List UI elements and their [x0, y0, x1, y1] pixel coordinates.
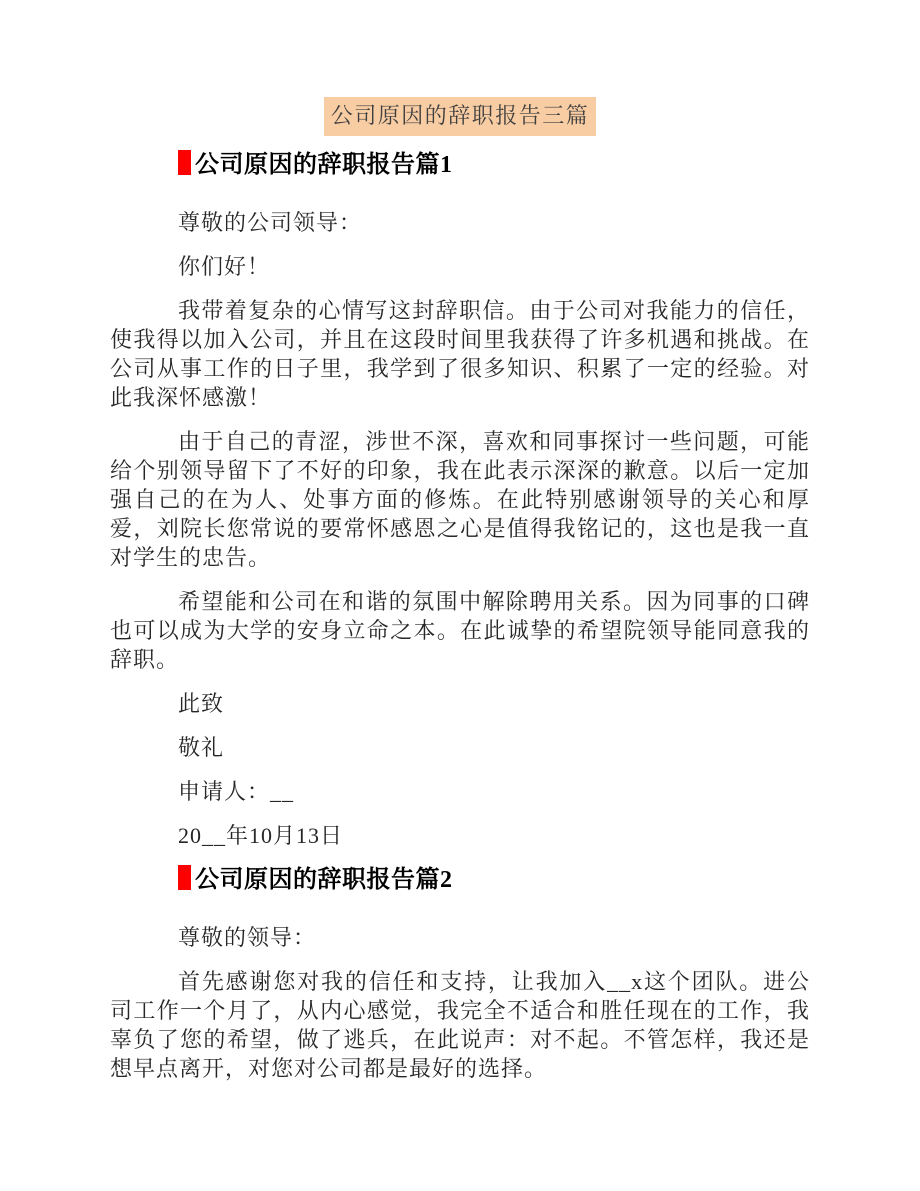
- section-2-heading-text: 公司原因的辞职报告篇2: [195, 867, 453, 893]
- paragraph-body-2: 由于自己的青涩，涉世不深，喜欢和同事探讨一些问题，可能给个别领导留下了不好的印象，我在此表示深深的歉意。以后一定加强自己的在为人、处事方面的修炼。在此特别感谢领导的关心和厚爱，刘院长您常说的要常怀感恩之心是值得我铭记的，这也是我一直对学生的忠告。: [110, 429, 810, 570]
- paragraph-body-1: 我带着复杂的心情写这封辞职信。由于公司对我能力的信任，使我得以加入公司，并且在这段时间里我获得了许多机遇和挑战。在公司从事工作的日子里，我学到了很多知识、积累了一定的经验。对此我深怀感激！: [110, 298, 810, 410]
- section-2-heading: [110, 865, 810, 895]
- paragraph-closing-jingli: 敬礼: [178, 735, 225, 760]
- paragraph-date: 20__年10月13日: [178, 823, 344, 848]
- red-square-bullet-icon: [178, 865, 191, 890]
- red-square-bullet-icon: [178, 150, 191, 175]
- paragraph-closing-cizhi: 此致: [178, 691, 225, 716]
- section-1-heading: [110, 150, 810, 180]
- paragraph-applicant: 申请人：__: [178, 779, 295, 804]
- title-row: [110, 97, 810, 136]
- paragraph-body-1: 首先感谢您对我的信任和支持，让我加入__x这个团队。进公司工作一个月了，从内心感觉，我完全不适合和胜任现在的工作，我辜负了您的希望，做了逃兵，在此说声：对不起。不管怎样，我还是想早点离开，对您对公司都是最好的选择。: [110, 969, 810, 1081]
- section-2: [110, 865, 810, 1083]
- document-title: 公司原因的辞职报告三篇: [324, 97, 597, 136]
- paragraph-salutation: 尊敬的领导：: [178, 925, 317, 950]
- paragraph-greeting: 你们好！: [178, 254, 271, 279]
- paragraph-salutation: 尊敬的公司领导：: [178, 210, 363, 235]
- section-1: [110, 150, 810, 850]
- section-1-heading-text: 公司原因的辞职报告篇1: [195, 152, 453, 178]
- paragraph-body-3: 希望能和公司在和谐的氛围中解除聘用关系。因为同事的口碑也可以成为大学的安身立命之本。在此诚挚的希望院领导能同意我的辞职。: [110, 589, 810, 672]
